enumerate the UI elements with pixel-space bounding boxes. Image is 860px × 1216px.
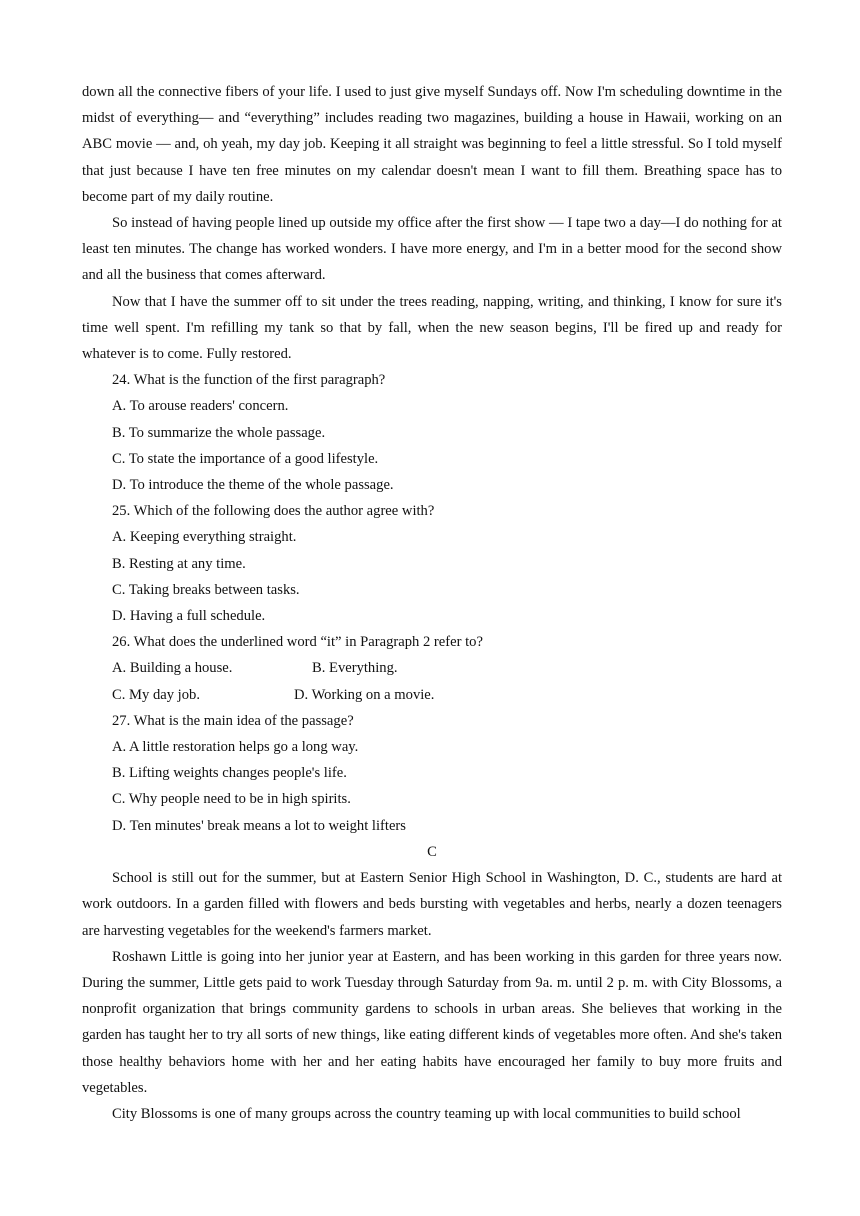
option-c: C. Why people need to be in high spirits. [112,791,351,808]
passage-c-paragraph-1: School is still out for the summer, but at Eastern Senior High School in Washington, D. C., students are hard at work outdoors. In a garden filled with flowers and beds bursting with vegetables and herbs, nearly a dozen teenagers are harvesting vegetables for the weekend's farmers market. [82,870,782,939]
option-b: B. Everything. [312,660,398,677]
passage-b-paragraph-2: So instead of having people lined up outside my office after the first show — I tape two a day—I do nothing for at least ten minutes. The change has worked wonders. I have more energy, and I'm in a better mood for the second show and all the business that comes afterward. [82,215,782,284]
options-row-2 [82,682,782,708]
document-page [82,79,782,1127]
option-a: A. Keeping everything straight. [112,529,297,546]
section-heading: C [427,843,437,860]
question-stem: 26. What does the underlined word “it” in Paragraph 2 refer to? [112,634,483,651]
option-c: C. My day job. [112,686,200,703]
option-d: D. Working on a movie. [294,686,435,703]
option-a: A. A little restoration helps go a long way. [112,739,359,756]
passage-c-paragraph-2: Roshawn Little is going into her junior year at Eastern, and has been working in this garden for three years now. During the summer, Little gets paid to work Tuesday through Saturday from 9a. m. until 2 p. m. with City Blossoms, a nonprofit organization that brings community gardens to schools in urban areas. She believes that working in the garden has taught her to try all sorts of new things, like eating different kinds of vegetables more often. And she's taken those healthy behaviors home with her and her eating habits have encouraged her family to buy more fruits and vegetables. [82,948,782,1096]
question-24 [82,367,782,498]
question-27 [82,708,782,839]
passage-c-paragraph-3: City Blossoms is one of many groups across the country teaming up with local communities to build school [112,1105,741,1122]
passage-b-paragraph-1: down all the connective fibers of your life. I used to just give myself Sundays off. Now I'm scheduling downtime in the midst of everything— and “everything” includes reading two magazines, building a house in Hawaii, working on an ABC movie — and, oh yeah, my day job. Keeping it all straight was beginning to feel a little stressful. So I told myself that just because I have ten free minutes on my calendar doesn't mean I want to fill them. Breathing space has to become part of my daily routine. [82,84,782,205]
question-stem: 27. What is the main idea of the passage? [112,712,354,729]
question-stem: 24. What is the function of the first paragraph? [112,372,386,389]
options-row-1 [82,655,782,681]
option-b: B. Resting at any time. [112,555,246,572]
question-26 [82,629,782,708]
question-stem: 25. Which of the following does the author agree with? [112,503,435,520]
passage-b-paragraph-3: Now that I have the summer off to sit under the trees reading, napping, writing, and thinking, I know for sure it's time well spent. I'm refilling my tank so that by fall, when the new season begins, I'll be fired up and ready for whatever is to come. Fully restored. [82,293,782,363]
option-a: A. Building a house. [112,660,233,677]
question-25 [82,498,782,629]
option-d: D. Having a full schedule. [112,608,266,625]
option-c: C. To state the importance of a good lifestyle. [112,450,379,467]
option-b: B. Lifting weights changes people's life. [112,765,347,782]
option-d: D. To introduce the theme of the whole passage. [112,477,394,494]
option-a: A. To arouse readers' concern. [112,398,289,415]
option-b: B. To summarize the whole passage. [112,424,326,441]
option-d: D. Ten minutes' break means a lot to weight lifters [112,817,406,834]
option-c: C. Taking breaks between tasks. [112,581,300,598]
